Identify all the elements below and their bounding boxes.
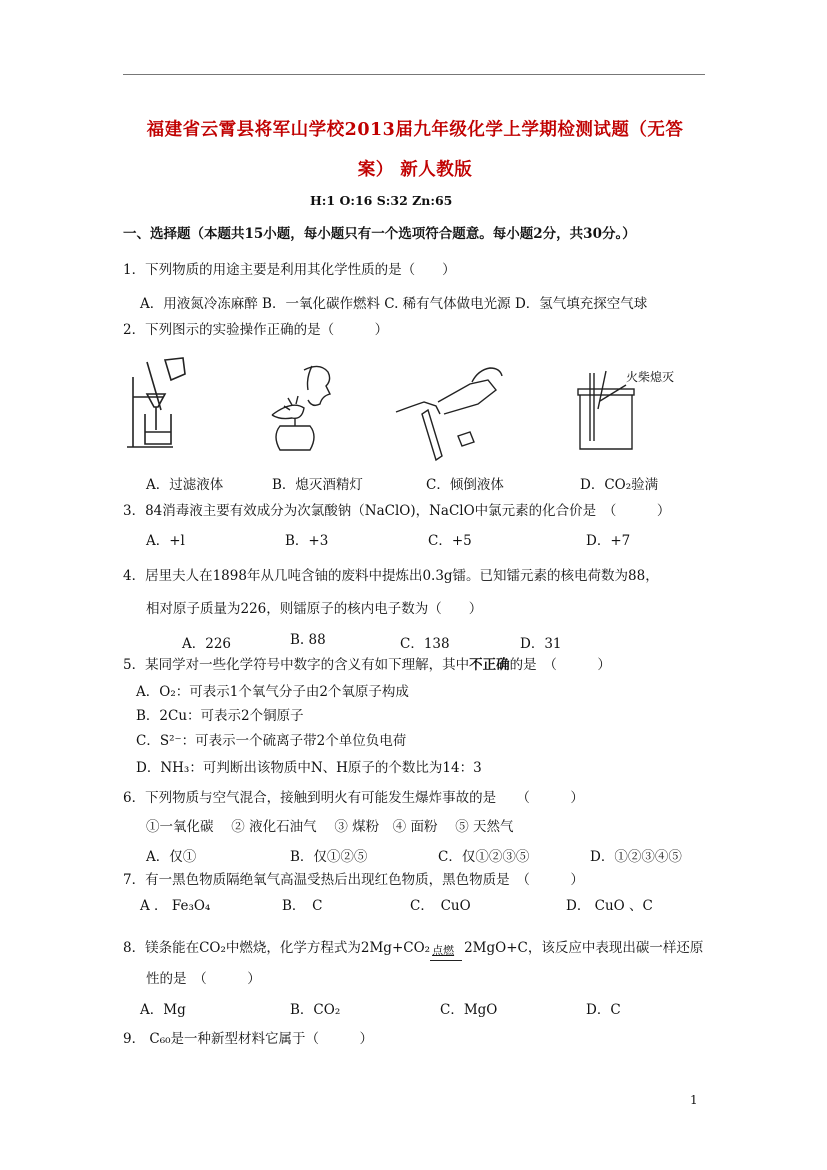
q5-stem-post: 的是 （ ） — [509, 657, 611, 673]
document-title-line1: 福建省云霄县将军山学校2013届九年级化学上学期检测试题（无答 — [146, 120, 684, 140]
q3-stem: 3．84消毒液主要有效成分为次氯酸钠（NaClO)，NaClO中氯元素的化合价是 （ ） — [123, 503, 671, 519]
q4-stem-line1: 4．居里夫人在1898年从几吨含铀的废料中提炼出0.3g镭。已知镭元素的核电荷数为88， — [123, 568, 659, 584]
q3-option-d: D．+7 — [586, 533, 631, 549]
q5-option-c: C．S²⁻：可表示一个硫离子带2个单位负电荷 — [136, 733, 407, 749]
q6-option-a: A．仅① — [146, 849, 197, 865]
q8-option-c: C．MgO — [440, 1002, 498, 1018]
q8-option-b: B．CO₂ — [290, 1002, 341, 1018]
q3-option-a: A．+l — [146, 533, 185, 549]
q2-option-d: D．CO₂验满 — [580, 477, 659, 493]
q4-option-d: D．31 — [520, 636, 562, 652]
header-rule — [123, 74, 705, 75]
q7-stem: 7．有一黑色物质隔绝氧气高温受热后出现红色物质，黑色物质是 （ ） — [123, 872, 584, 888]
q5-stem — [123, 653, 611, 673]
q2-option-c: C．倾倒液体 — [426, 477, 504, 493]
q8-condition: 点燃 — [432, 944, 455, 957]
q7-option-c: C． CuO — [410, 898, 471, 914]
q8-option-a: A．Mg — [140, 1002, 186, 1018]
q2-option-b: B．熄灭酒精灯 — [272, 477, 363, 493]
q4-option-b: B. 88 — [290, 632, 326, 648]
pour-liquid-figure — [392, 362, 517, 467]
q6-stem: 6．下列物质与空气混合，接触到明火有可能发生爆炸事故的是 （ ） — [123, 790, 584, 806]
extinguish-lamp-figure — [262, 360, 352, 455]
q8-stem-line1 — [123, 936, 703, 956]
page-number: 1 — [690, 1093, 698, 1107]
q7-option-b: B． C — [282, 898, 323, 914]
q2-option-a: A．过滤液体 — [146, 477, 224, 493]
q8-stem-pre: 8．镁条能在CO₂中燃烧，化学方程式为2Mg+CO₂ — [123, 940, 431, 956]
q3-option-c: C．+5 — [428, 533, 472, 549]
q5-option-a: A．O₂：可表示1个氧气分子由2个氧原子构成 — [136, 684, 409, 700]
q6-option-d: D．①②③④⑤ — [590, 849, 682, 865]
q2-stem: 2．下列图示的实验操作正确的是（ ） — [123, 322, 389, 338]
q3-option-b: B．+3 — [285, 533, 329, 549]
q5-stem-emphasis: 不正确 — [469, 657, 510, 673]
q6-items: ①一氧化碳 ② 液化石油气 ③ 煤粉 ④ 面粉 ⑤ 天然气 — [146, 819, 514, 835]
atomic-masses: H:1 O:16 S:32 Zn:65 — [310, 193, 453, 208]
section-heading: 一、选择题（本题共15小题，每小题只有一个选项符合题意。每小题2分，共30分。） — [123, 226, 636, 242]
q6-option-c: C．仅①②③⑤ — [438, 849, 530, 865]
q4-option-a: A．226 — [182, 636, 232, 652]
q8-stem-post: 2MgO+C，该反应中表现出碳一样还原 — [464, 940, 704, 956]
q8-option-d: D．C — [586, 1002, 621, 1018]
q2-figure-label: 火柴熄灭 — [626, 370, 675, 384]
q1-options: A．用液氮冷冻麻醉 B．一氧化碳作燃料 C. 稀有气体做电光源 D．氢气填充探空气球 — [140, 296, 648, 312]
q8-stem-line2: 性的是 （ ） — [146, 971, 261, 987]
q7-option-a: A ． Fe₃O₄ — [140, 898, 211, 914]
q5-option-b: B．2Cu：可表示2个铜原子 — [136, 708, 304, 724]
document-title-line2: 案） 新人教版 — [357, 160, 473, 180]
q7-option-d: D． CuO 、C — [566, 898, 653, 914]
q9-stem: 9． C₆₀是一种新型材料它属于（ ） — [123, 1031, 374, 1047]
q4-option-c: C．138 — [400, 636, 450, 652]
q5-stem-pre: 5．某同学对一些化学符号中数字的含义有如下理解，其中 — [123, 657, 470, 673]
q1-stem: 1．下列物质的用途主要是利用其化学性质的是（ ） — [123, 262, 456, 278]
q4-stem-line2: 相对原子质量为226，则镭原子的核内电子数为（ ） — [146, 601, 483, 617]
q6-option-b: B．仅①②⑤ — [290, 849, 368, 865]
filtration-figure — [125, 352, 195, 452]
q5-option-d: D．NH₃：可判断出该物质中N、H原子的个数比为14：3 — [136, 760, 482, 776]
